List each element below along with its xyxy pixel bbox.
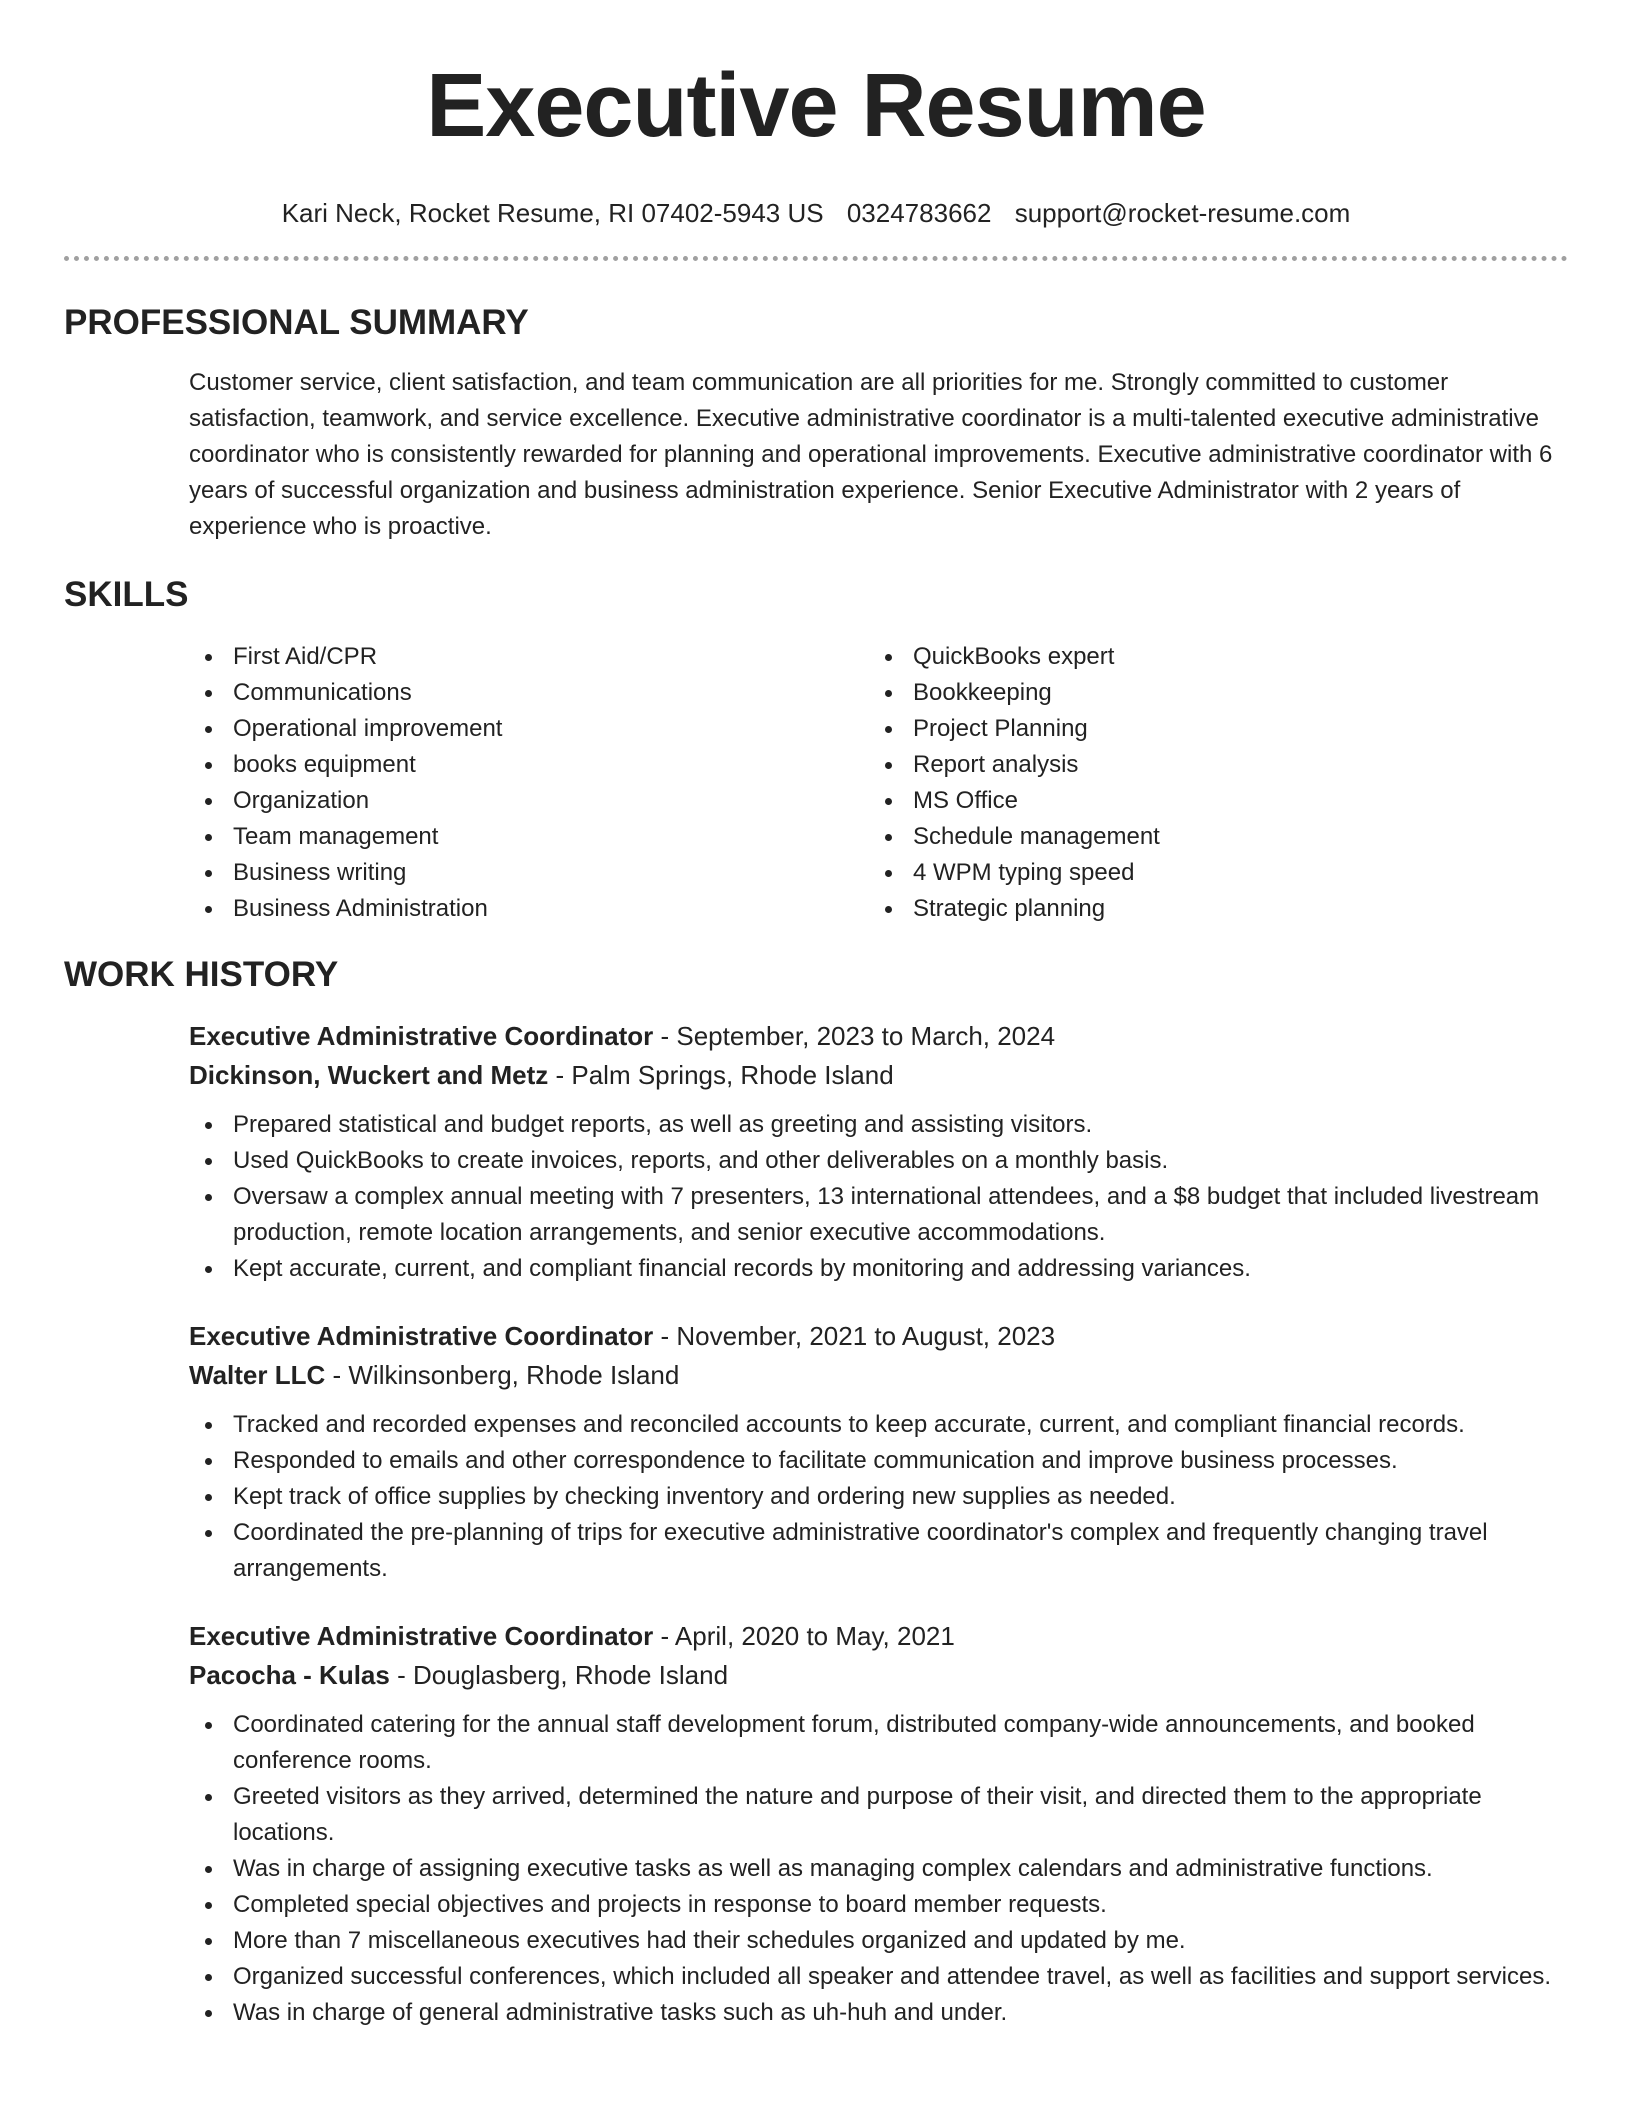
job-bullet: Was in charge of assigning executive tasks as well as managing complex calendars and administrative functions. xyxy=(189,1851,1568,1887)
skills-heading: SKILLS xyxy=(64,575,189,614)
skills-list xyxy=(189,639,1568,927)
skill-item: Bookkeeping xyxy=(869,675,1549,711)
job-bullet: Was in charge of general administrative tasks such as uh-huh and under. xyxy=(189,1995,1568,2031)
bullet-icon xyxy=(205,1722,212,1729)
job-location: - Wilkinsonberg, Rhode Island xyxy=(325,1360,680,1390)
job-bullet: Greeted visitors as they arrived, determined the nature and purpose of their visit, and directed them to the appropriate locations. xyxy=(189,1779,1568,1851)
job-company-line xyxy=(189,1656,1568,1695)
bullet-icon xyxy=(205,798,212,805)
job-bullet: Kept track of office supplies by checking inventory and ordering new supplies as needed. xyxy=(189,1479,1568,1515)
bullet-icon xyxy=(205,1902,212,1909)
job-bullets xyxy=(189,1407,1568,1587)
bullet-icon xyxy=(205,1938,212,1945)
bullet-icon xyxy=(205,1122,212,1129)
job-entry xyxy=(189,1617,1568,2031)
job-dates: - September, 2023 to March, 2024 xyxy=(653,1021,1056,1051)
skill-item: First Aid/CPR xyxy=(189,639,869,675)
contact-line xyxy=(64,196,1568,230)
skill-item: Business Administration xyxy=(189,891,869,927)
contact-email: support@rocket-resume.com xyxy=(1014,198,1351,228)
bullet-icon xyxy=(205,1974,212,1981)
skill-item: Strategic planning xyxy=(869,891,1549,927)
job-title-line xyxy=(189,1017,1568,1056)
bullet-icon xyxy=(205,834,212,841)
resume-title: Executive Resume xyxy=(426,56,1206,156)
skill-item: Communications xyxy=(189,675,869,711)
bullet-icon xyxy=(205,1494,212,1501)
skill-item: Team management xyxy=(189,819,869,855)
contact-phone: 0324783662 xyxy=(846,198,992,228)
job-bullet: Responded to emails and other correspondence to facilitate communication and improve business processes. xyxy=(189,1443,1568,1479)
bullet-icon xyxy=(885,690,892,697)
job-bullet: Organized successful conferences, which included all speaker and attendee travel, as well as facilities and support services. xyxy=(189,1959,1568,1995)
job-dates: - April, 2020 to May, 2021 xyxy=(653,1621,955,1651)
skill-item: Schedule management xyxy=(869,819,1549,855)
job-bullets xyxy=(189,1707,1568,2031)
bullet-icon xyxy=(205,1530,212,1537)
job-company: Dickinson, Wuckert and Metz xyxy=(189,1060,549,1090)
skill-item: MS Office xyxy=(869,783,1549,819)
job-company: Walter LLC xyxy=(189,1360,326,1390)
bullet-icon xyxy=(205,654,212,661)
bullet-icon xyxy=(885,762,892,769)
skill-item: Organization xyxy=(189,783,869,819)
summary-heading: PROFESSIONAL SUMMARY xyxy=(64,303,529,342)
bullet-icon xyxy=(885,870,892,877)
job-bullet: Used QuickBooks to create invoices, reports, and other deliverables on a monthly basis. xyxy=(189,1143,1568,1179)
bullet-icon xyxy=(205,1794,212,1801)
job-company-line xyxy=(189,1356,1568,1395)
bullet-icon xyxy=(205,2010,212,2017)
bullet-icon xyxy=(205,906,212,913)
job-title: Executive Administrative Coordinator xyxy=(189,1621,654,1651)
skills-column-right xyxy=(869,639,1549,927)
bullet-icon xyxy=(205,1422,212,1429)
job-bullet: Completed special objectives and projects in response to board member requests. xyxy=(189,1887,1568,1923)
bullet-icon xyxy=(205,870,212,877)
bullet-icon xyxy=(205,690,212,697)
job-bullets xyxy=(189,1107,1568,1287)
bullet-icon xyxy=(205,1158,212,1165)
skill-item: QuickBooks expert xyxy=(869,639,1549,675)
job-title: Executive Administrative Coordinator xyxy=(189,1321,654,1351)
bullet-icon xyxy=(205,1194,212,1201)
skill-item: Operational improvement xyxy=(189,711,869,747)
job-entry xyxy=(189,1017,1568,1287)
job-bullet: Kept accurate, current, and compliant financial records by monitoring and addressing variances. xyxy=(189,1251,1568,1287)
job-dates: - November, 2021 to August, 2023 xyxy=(653,1321,1056,1351)
bullet-icon xyxy=(205,1458,212,1465)
bullet-icon xyxy=(885,726,892,733)
job-bullet: Oversaw a complex annual meeting with 7 presenters, 13 international attendees, and a $8 budget that included livestream production, remote location arrangements, and senior executive accommodations. xyxy=(189,1179,1568,1251)
job-title: Executive Administrative Coordinator xyxy=(189,1021,654,1051)
skills-column-left xyxy=(189,639,869,927)
job-entry xyxy=(189,1317,1568,1587)
job-location: - Douglasberg, Rhode Island xyxy=(389,1660,729,1690)
job-bullet: Coordinated the pre-planning of trips for executive administrative coordinator's complex and frequently changing travel arrangements. xyxy=(189,1515,1568,1587)
skill-item: Report analysis xyxy=(869,747,1549,783)
bullet-icon xyxy=(205,726,212,733)
bullet-icon xyxy=(885,798,892,805)
job-title-line xyxy=(189,1317,1568,1356)
work-history-heading: WORK HISTORY xyxy=(64,955,339,994)
bullet-icon xyxy=(205,1266,212,1273)
bullet-icon xyxy=(205,1866,212,1873)
header-divider xyxy=(64,256,1568,261)
skill-item: Project Planning xyxy=(869,711,1549,747)
skill-item: Business writing xyxy=(189,855,869,891)
job-bullet: Prepared statistical and budget reports, as well as greeting and assisting visitors. xyxy=(189,1107,1568,1143)
bullet-icon xyxy=(885,906,892,913)
summary-text: Customer service, client satisfaction, and team communication are all priorities for me. Strongly committed to customer satisfaction, teamwork, and service excellence. Executive administrative coordinator is a multi-talented executive administrative coordinator who is consistently rewarded for planning and operational improvements. Executive administrative coordinator with 6 years of successful organization and business administration experience. Senior Executive Administrator with 2 years of experience who is proactive. xyxy=(189,369,1553,540)
job-location: - Palm Springs, Rhode Island xyxy=(548,1060,894,1090)
skill-item: 4 WPM typing speed xyxy=(869,855,1549,891)
job-company: Pacocha - Kulas xyxy=(189,1660,390,1690)
job-bullet: Tracked and recorded expenses and reconciled accounts to keep accurate, current, and compliant financial records. xyxy=(189,1407,1568,1443)
bullet-icon xyxy=(885,654,892,661)
job-title-line xyxy=(189,1617,1568,1656)
job-bullet: More than 7 miscellaneous executives had their schedules organized and updated by me. xyxy=(189,1923,1568,1959)
contact-address: Kari Neck, Rocket Resume, RI 07402-5943 US xyxy=(281,198,824,228)
job-bullet: Coordinated catering for the annual staff development forum, distributed company-wide announcements, and booked conference rooms. xyxy=(189,1707,1568,1779)
bullet-icon xyxy=(205,762,212,769)
job-company-line xyxy=(189,1056,1568,1095)
skill-item: books equipment xyxy=(189,747,869,783)
bullet-icon xyxy=(885,834,892,841)
